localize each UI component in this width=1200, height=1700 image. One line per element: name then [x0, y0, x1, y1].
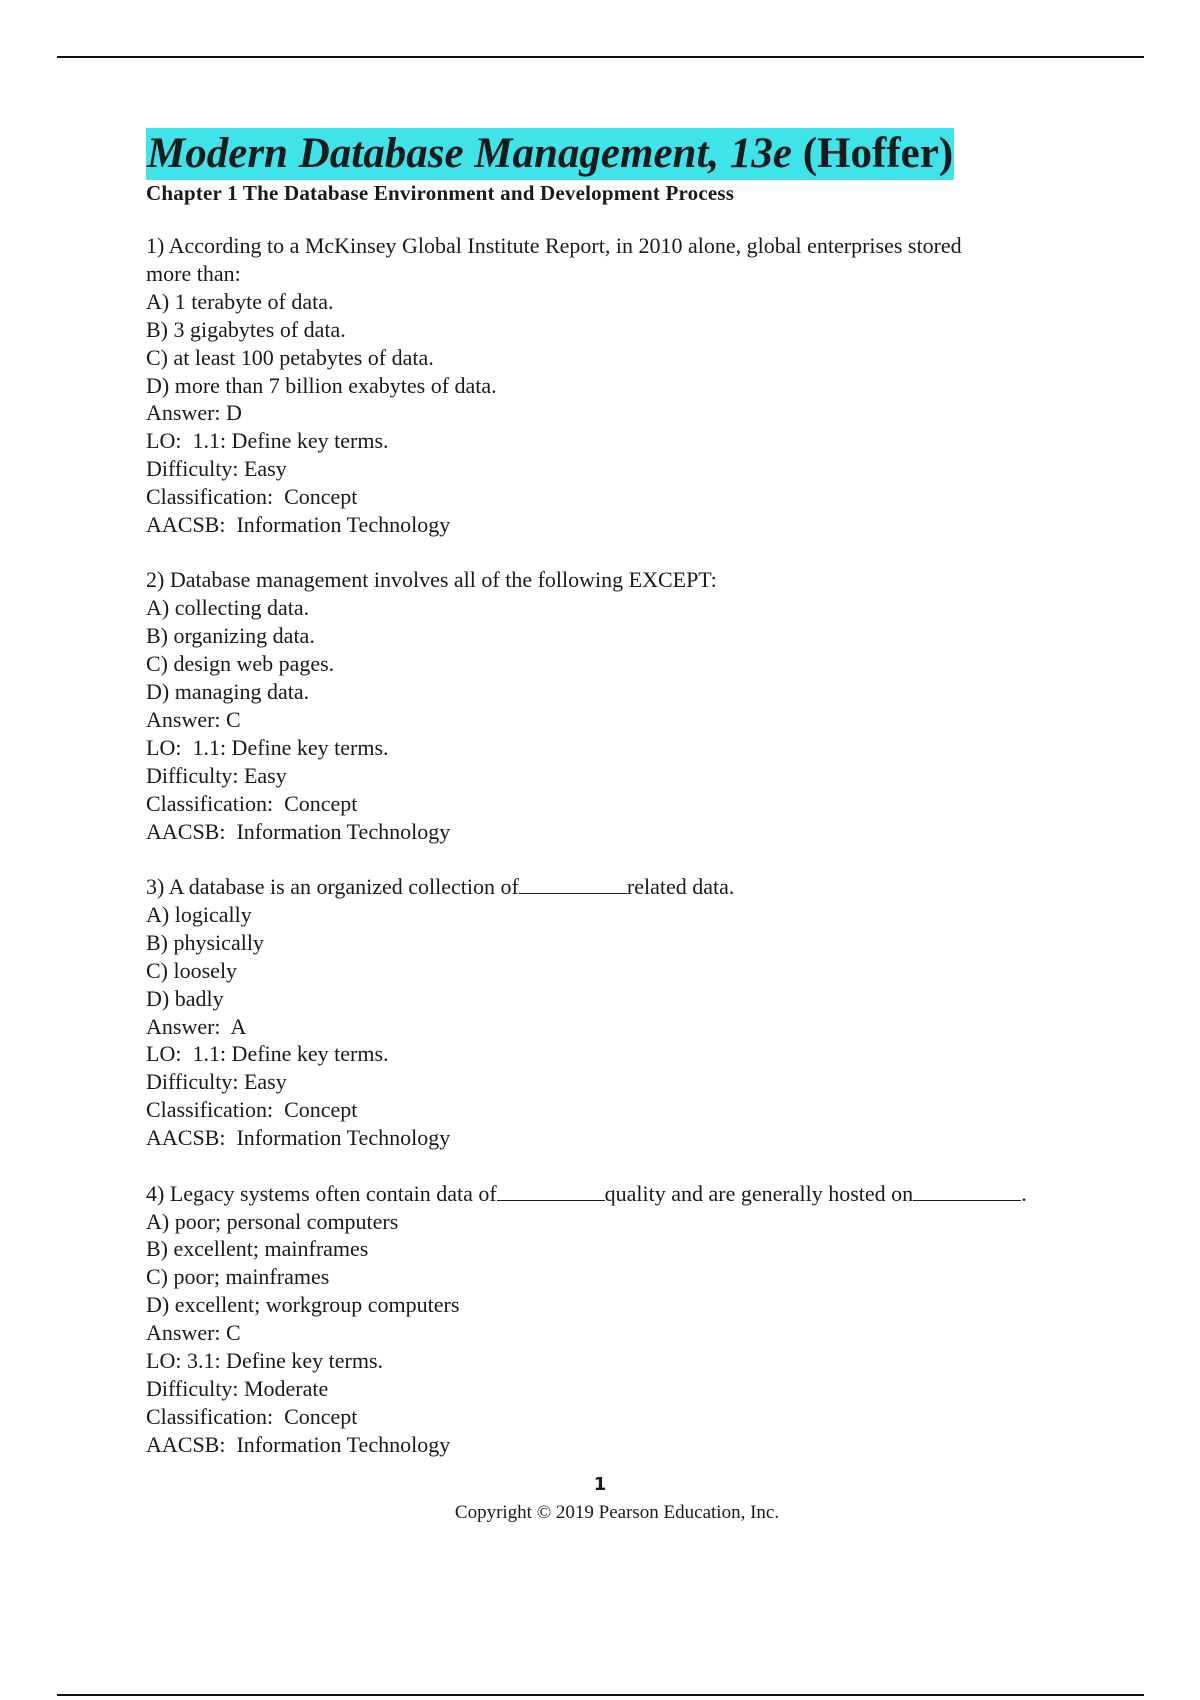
option-d: D) managing data. — [146, 679, 310, 705]
stem-text: 3) A database is an organized collection of — [146, 874, 519, 900]
question-2 — [146, 566, 1106, 845]
aacsb: AACSB: Information Technology — [146, 512, 451, 538]
learning-objective: LO: 3.1: Define key terms. — [146, 1348, 384, 1374]
difficulty: Difficulty: Easy — [146, 1069, 287, 1095]
option-d: D) more than 7 billion exabytes of data. — [146, 372, 497, 398]
question-stem: 2) Database management involves all of the following EXCEPT: — [146, 567, 717, 593]
option-a: A) 1 terabyte of data. — [146, 288, 334, 314]
aacsb: AACSB: Information Technology — [146, 818, 451, 844]
classification: Classification: Concept — [146, 484, 358, 510]
classification: Classification: Concept — [146, 790, 358, 816]
stem-text: 4) Legacy systems often contain data of — [146, 1180, 497, 1206]
copyright-notice: Copyright © 2019 Pearson Education, Inc. — [454, 1502, 780, 1523]
chapter-subtitle: Chapter 1 The Database Environment and Development Process — [146, 181, 735, 205]
stem-text: . — [1021, 1180, 1027, 1206]
question-stem-line: more than: — [146, 260, 241, 286]
question-stem — [146, 1180, 1106, 1208]
bottom-rule — [57, 1694, 1144, 1696]
fill-in-blank — [913, 1182, 1021, 1201]
answer: Answer: A — [146, 1013, 247, 1039]
learning-objective: LO: 1.1: Define key terms. — [146, 734, 389, 760]
document-title — [146, 128, 954, 180]
aacsb: AACSB: Information Technology — [146, 1431, 451, 1457]
question-stem-line: 1) According to a McKinsey Global Institute Report, in 2010 alone, global enterprises stored — [146, 233, 962, 258]
stem-text: quality and are generally hosted on — [604, 1180, 914, 1206]
option-b: B) 3 gigabytes of data. — [146, 316, 346, 342]
option-c: C) poor; mainframes — [146, 1264, 330, 1290]
answer: Answer: D — [146, 400, 242, 426]
document-body — [146, 128, 1106, 1486]
page-number: 1 — [593, 1474, 607, 1495]
stem-text: related data. — [626, 874, 735, 900]
answer: Answer: C — [146, 707, 241, 732]
difficulty: Difficulty: Easy — [146, 456, 287, 482]
title-book-name: Modern Database Management, 13e — [147, 130, 792, 177]
option-c: C) loosely — [146, 957, 238, 983]
difficulty: Difficulty: Moderate — [146, 1375, 329, 1401]
option-d: D) excellent; workgroup computers — [146, 1292, 460, 1318]
learning-objective: LO: 1.1: Define key terms. — [146, 428, 389, 454]
option-a: A) collecting data. — [146, 595, 310, 621]
answer: Answer: C — [146, 1320, 241, 1346]
question-4 — [146, 1180, 1106, 1459]
fill-in-blank — [519, 875, 627, 894]
question-1 — [146, 232, 1106, 539]
difficulty: Difficulty: Easy — [146, 762, 287, 788]
top-rule — [57, 56, 1144, 58]
title-author: (Hoffer) — [802, 130, 954, 177]
question-stem — [146, 873, 1106, 901]
option-b: B) excellent; mainframes — [146, 1236, 369, 1262]
option-b: B) physically — [146, 929, 264, 955]
learning-objective: LO: 1.1: Define key terms. — [146, 1041, 389, 1067]
option-b: B) organizing data. — [146, 623, 315, 649]
question-list — [146, 232, 1106, 1459]
fill-in-blank — [497, 1182, 605, 1201]
question-3 — [146, 873, 1106, 1152]
option-c: C) at least 100 petabytes of data. — [146, 344, 434, 370]
option-d: D) badly — [146, 985, 224, 1011]
option-a: A) logically — [146, 901, 252, 927]
classification: Classification: Concept — [146, 1097, 358, 1123]
option-c: C) design web pages. — [146, 651, 335, 677]
classification: Classification: Concept — [146, 1403, 358, 1429]
aacsb: AACSB: Information Technology — [146, 1125, 451, 1151]
option-a: A) poor; personal computers — [146, 1208, 399, 1234]
